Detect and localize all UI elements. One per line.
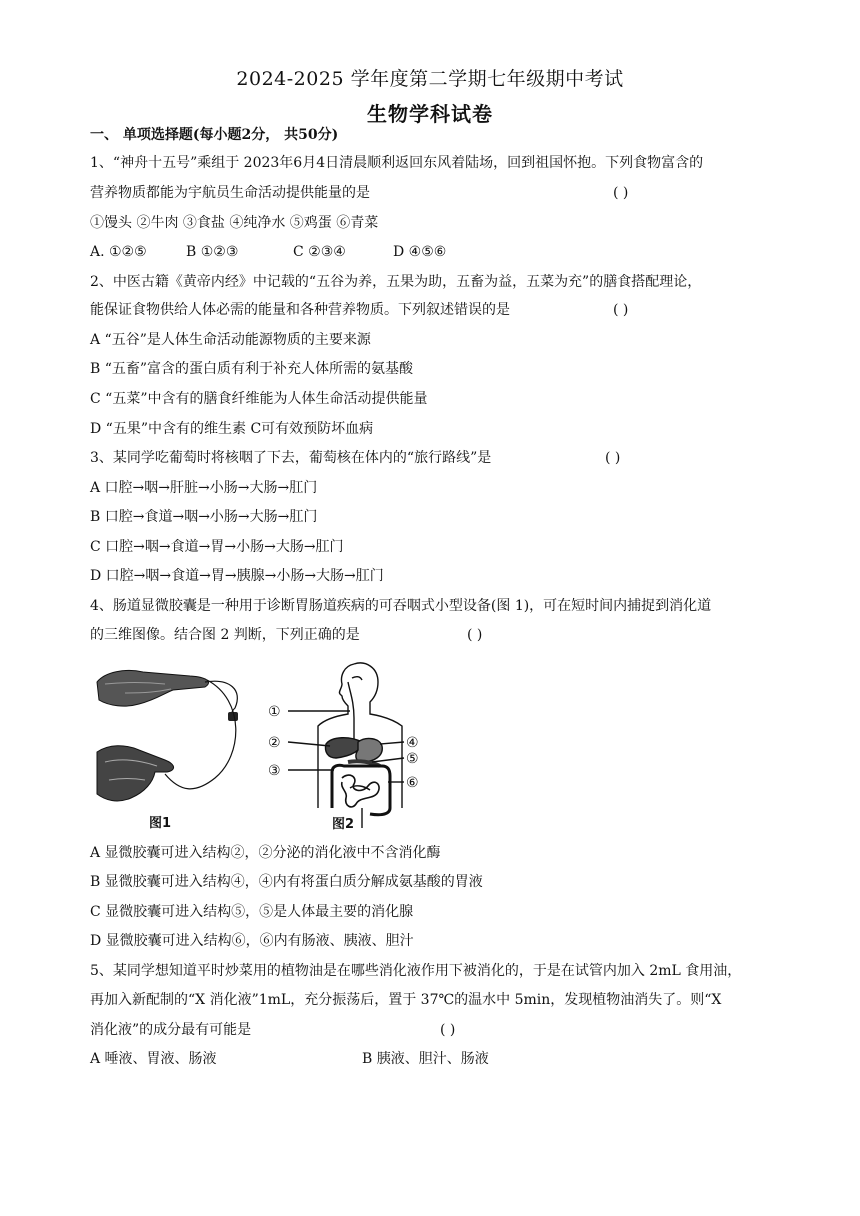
- q4-option-b: B 显微胶囊可进入结构④，④内有将蛋白质分解成氨基酸的胃液: [90, 874, 483, 890]
- q1-option-c: C ②③④: [293, 244, 346, 260]
- capsule-figure-1: [95, 660, 255, 835]
- exam-title: 2024-2025 学年度第二学期七年级期中考试: [236, 68, 624, 90]
- q3-answer-bracket: ( ): [605, 450, 621, 466]
- q1-option-b: B ①②③: [186, 244, 239, 260]
- section-heading: 一、 单项选择题(每小题2分， 共50分): [90, 127, 339, 143]
- q3-option-c: C 口腔→咽→食道→胃→小肠→大肠→肛门: [90, 539, 344, 555]
- q5-option-a: A 唾液、胃液、肠液: [90, 1051, 217, 1067]
- q2-option-d: D “五果”中含有的维生素 C可有效预防坏血病: [90, 421, 374, 437]
- q2-stem-line1: 2、中医古籍《黄帝内经》中记载的“五谷为养，五果为助，五畜为益，五菜为充”的膳食搭配理论，: [90, 274, 702, 290]
- q1-stem-line2: 营养物质都能为宇航员生命活动提供能量的是: [90, 185, 370, 201]
- q5-stem-line3: 消化液”的成分最有可能是: [90, 1022, 252, 1038]
- q3-option-b: B 口腔→食道→咽→小肠→大肠→肛门: [90, 509, 318, 525]
- q2-option-b: B “五畜”富含的蛋白质有利于补充人体所需的氨基酸: [90, 361, 414, 377]
- q2-option-c: C “五菜”中含有的膳食纤维能为人体生命活动提供能量: [90, 391, 428, 407]
- q4-option-c: C 显微胶囊可进入结构⑤，⑤是人体最主要的消化腺: [90, 904, 414, 920]
- figure-2-caption: 图2: [332, 817, 355, 832]
- q2-option-a: A “五谷”是人体生命活动能源物质的主要来源: [90, 332, 371, 348]
- q4-option-d: D 显微胶囊可进入结构⑥，⑥内有肠液、胰液、胆汁: [90, 933, 414, 949]
- q5-option-b: B 胰液、胆汁、肠液: [362, 1051, 489, 1067]
- q1-option-a: A. ①②⑤: [90, 244, 147, 260]
- q3-option-a: A 口腔→咽→肝脏→小肠→大肠→肛门: [90, 480, 318, 496]
- q4-answer-bracket: ( ): [467, 627, 483, 643]
- q3-option-d: D 口腔→咽→食道→胃→胰腺→小肠→大肠→肛门: [90, 568, 384, 584]
- q4-option-a: A 显微胶囊可进入结构②，②分泌的消化液中不含消化酶: [90, 845, 441, 861]
- figure-1-caption: 图1: [149, 816, 172, 831]
- q1-option-d: D ④⑤⑥: [393, 244, 447, 260]
- q5-answer-bracket: ( ): [440, 1022, 456, 1038]
- q1-stem-line1: 1、“神舟十五号”乘组于 2023年6月4日清晨顺利返回东风着陆场，回到祖国怀抱。下列食物富含的: [90, 155, 704, 171]
- q2-answer-bracket: ( ): [613, 302, 629, 318]
- q4-stem-line2: 的三维图像。结合图 2 判断，下列正确的是: [90, 627, 360, 643]
- label-5: ⑤: [406, 751, 419, 767]
- label-3: ③: [268, 763, 281, 779]
- q3-stem: 3、某同学吃葡萄时将核咽了下去，葡萄核在体内的“旅行路线”是: [90, 450, 492, 466]
- q5-stem-line1: 5、某同学想知道平时炒菜用的植物油是在哪些消化液作用下被消化的，于是在试管内加入 2mL 食用油，: [90, 963, 742, 979]
- q1-food-list: ①馒头 ②牛肉 ③食盐 ④纯净水 ⑤鸡蛋 ⑥青菜: [90, 215, 379, 231]
- label-1: ①: [268, 704, 281, 720]
- q1-answer-bracket: ( ): [613, 185, 629, 201]
- exam-subtitle: 生物学科试卷: [367, 102, 493, 126]
- digestive-system-figure-2: [262, 658, 432, 836]
- label-4: ④: [406, 735, 419, 751]
- q5-stem-line2: 再加入新配制的“X 消化液”1mL，充分振荡后，置于 37℃的温水中 5min，发现植物油消失了。则“X: [90, 992, 722, 1008]
- label-2: ②: [268, 735, 281, 751]
- q4-stem-line1: 4、肠道显微胶囊是一种用于诊断胃肠道疾病的可吞咽式小型设备(图 1)，可在短时间内捕捉到消化道: [90, 598, 712, 614]
- label-6: ⑥: [406, 775, 419, 791]
- q2-stem-line2: 能保证食物供给人体必需的能量和各种营养物质。下列叙述错误的是: [90, 302, 510, 318]
